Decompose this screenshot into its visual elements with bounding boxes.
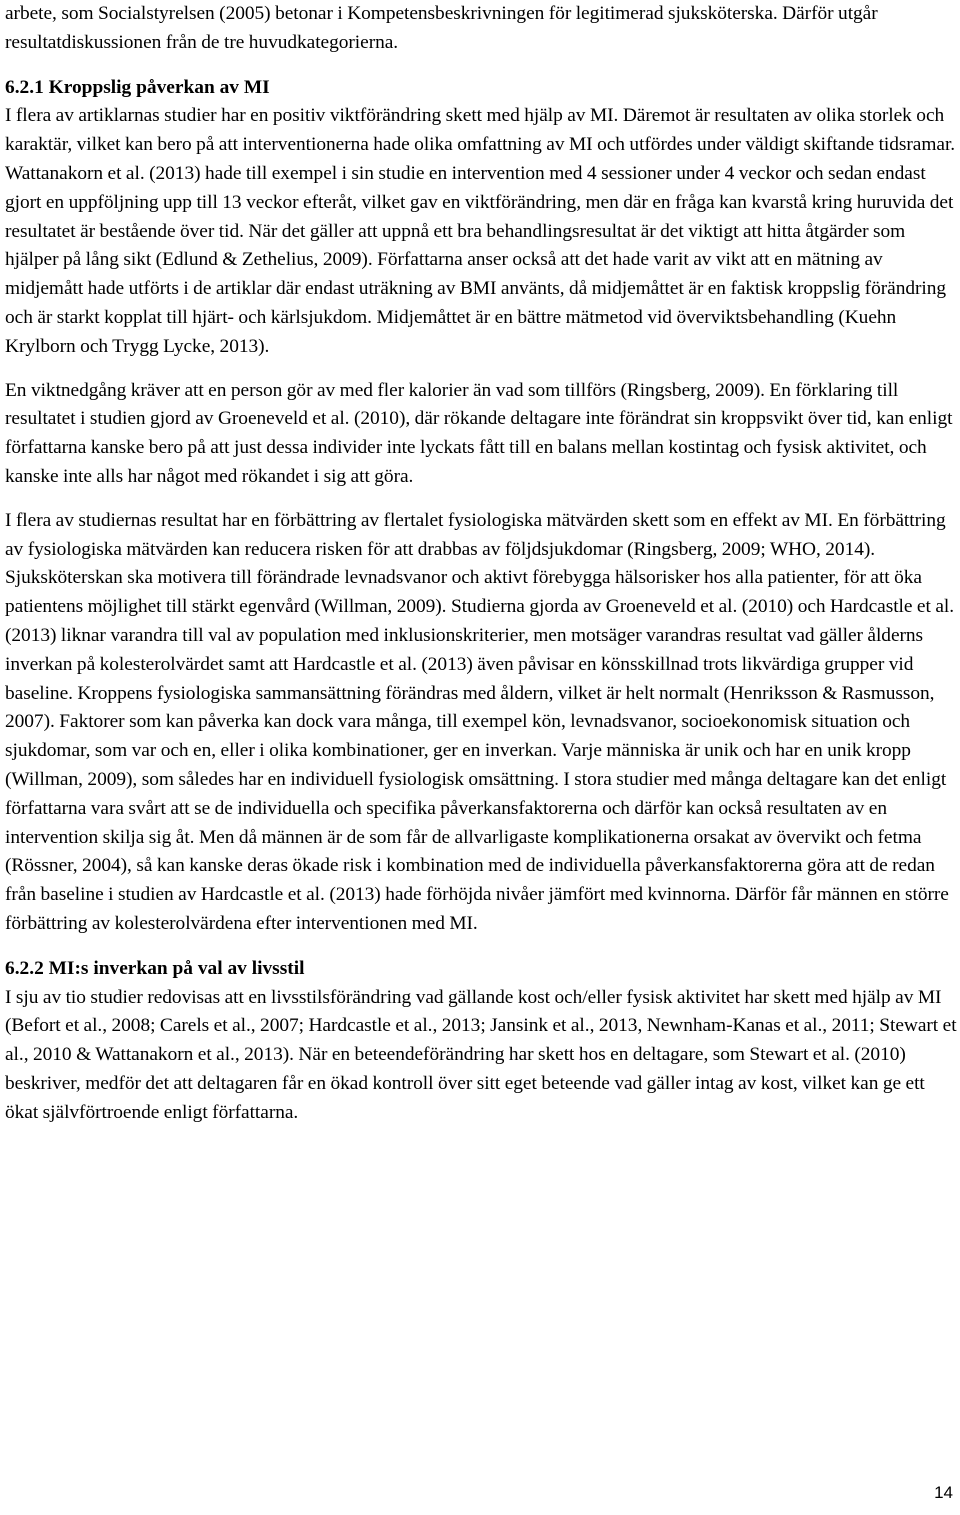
section-heading-6-2-2: 6.2.2 MI:s inverkan på val av livsstil: [5, 957, 305, 979]
section-heading-6-2-1: 6.2.1 Kroppslig påverkan av MI: [5, 76, 270, 98]
document-page: [5, 0, 958, 1127]
body-paragraph: I flera av artiklarnas studier har en positiv viktförändring skett med hjälp av MI. Däremot är resultaten av olika storlek och karaktär, vilket kan bero på att interventionerna hade olika omfattning av MI och utfördes under väldigt skiftande tidsramar. Wattanakorn et al. (2013) hade till exempel i sin studie en intervention med 4 sessioner under 4 veckor och sedan endast gjort en uppföljning upp till 13 veckor efteråt, vilket gav en viktförändring, men där en fråga kan kvarstå kring huruvida det resultatet är bestående över tid. När det gäller att uppnå ett bra behandlingsresultat är det viktigt att hitta åtgärder som hjälper på lång sikt (Edlund & Zethelius, 2009). Författarna anser också att det hade varit av vikt att en mätning av midjemått hade utförts i de artiklar där endast uträkning av BMI använts, då midjemåttet är en faktisk kroppslig förändring och är starkt kopplat till hjärt- och kärlsjukdom. Midjemåttet är en bättre mätmetod vid överviktsbehandling (Kuehn Krylborn och Trygg Lycke, 2013).: [5, 105, 956, 357]
intro-paragraph: arbete, som Socialstyrelsen (2005) betonar i Kompetensbeskrivningen för legitimerad sjuksköterska. Därför utgår resultatdiskussionen från de tre huvudkategorierna.: [5, 3, 878, 53]
page-number: 14: [934, 1483, 953, 1502]
body-paragraph: I sju av tio studier redovisas att en livsstilsförändring vad gällande kost och/eller fysisk aktivitet har skett med hjälp av MI (Befort et al., 2008; Carels et al., 2007; Hardcastle et al., 2013; Jansink et al., 2013, Newnham-Kanas et al., 2011; Stewart et al., 2010 & Wattanakorn et al., 2013). När en beteendeförändring har skett hos en deltagare, som Stewart et al. (2010) beskriver, medför det att deltagaren får en ökad kontroll över sitt eget beteende vad gäller intag av kost, vilket kan ge ett ökat självförtroende enligt författarna.: [5, 986, 957, 1123]
body-paragraph: I flera av studiernas resultat har en förbättring av flertalet fysiologiska mätvärden skett som en effekt av MI. En förbättring av fysiologiska mätvärden kan reducera risken för att drabbas av följdsjukdomar (Ringsberg, 2009; WHO, 2014). Sjuksköterskan ska motivera till förändrade levnadsvanor och aktivt förebygga hälsorisker hos alla patienter, för att öka patientens möjlighet till stärkt egenvård (Willman, 2009). Studierna gjorda av Groeneveld et al. (2010) och Hardcastle et al. (2013) liknar varandra till val av population med inklusionskriterier, men motsäger varandras resultat vad gäller ålderns inverkan på kolesterolvärdet samt att Hardcastle et al. (2013) även påvisar en könsskillnad trots likvärdiga grupper vid baseline. Kroppens fysiologiska sammansättning förändras med åldern, vilket är helt normalt (Henriksson & Rasmusson, 2007). Faktorer som kan påverka kan dock vara många, till exempel kön, levnadsvanor, socioekonomisk situation och sjukdomar, som var och en, eller i olika kombinationer, ger en inverkan. Varje människa är unik och har en unik kropp (Willman, 2009), som således har en individuell fysiologisk omsättning. I stora studier med många deltagare kan det enligt författarna vara svårt att se de individuella och specifika påverkansfaktorerna och därför kan också resultaten av en intervention skilja sig åt. Men då männen är de som får de allvarligaste komplikationerna orsakat av övervikt och fetma (Rössner, 2004), så kan kanske deras ökade risk i kombination med de individuella påverkansfaktorerna göra att de redan från baseline i studien av Hardcastle et al. (2013) hade förhöjda nivåer jämfört med kvinnorna. Därför får männen en större förbättring av kolesterolvärdena efter interventionen med MI.: [5, 509, 955, 934]
body-paragraph: En viktnedgång kräver att en person gör av med fler kalorier än vad som tillförs (Ringsberg, 2009). En förklaring till resultatet i studien gjord av Groeneveld et al. (2010), där rökande deltagare inte förändrat sin kroppsvikt över tid, kan enligt författarna kanske bero på att just dessa individer inte lyckats fått till en balans mellan kostintag och fysisk aktivitet, och kanske inte alls har något med rökandet i sig att göra.: [5, 379, 953, 487]
